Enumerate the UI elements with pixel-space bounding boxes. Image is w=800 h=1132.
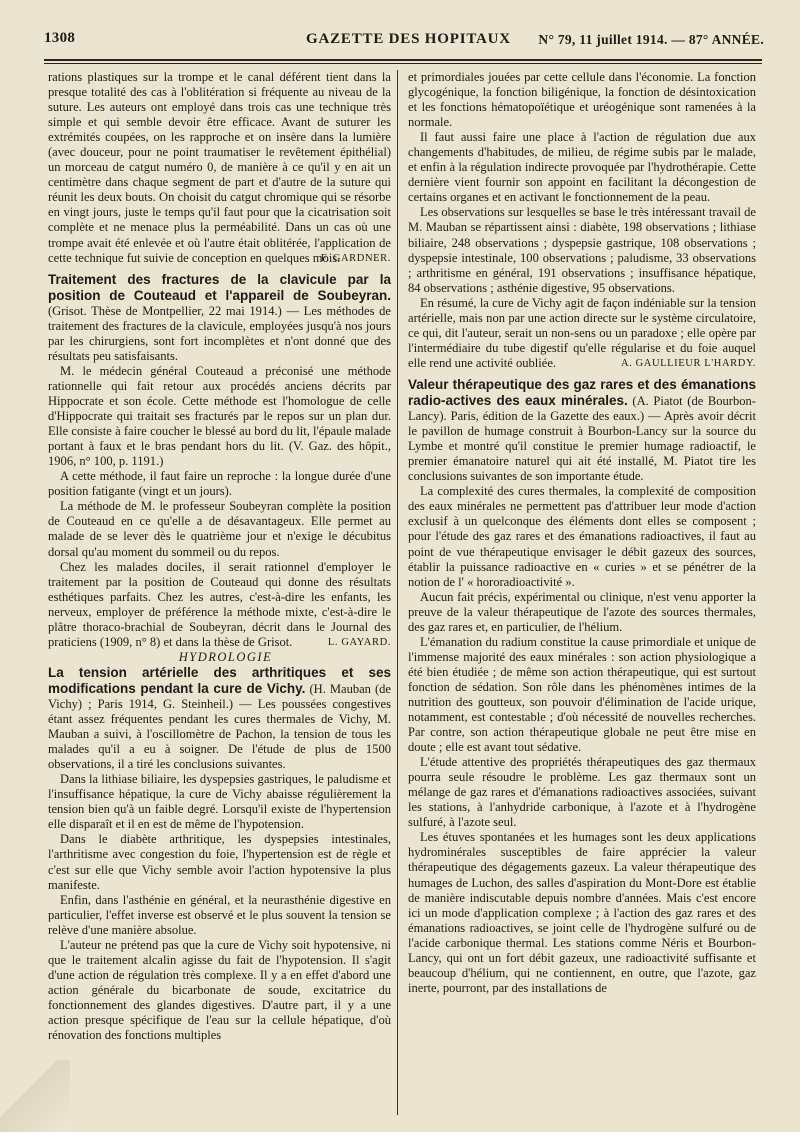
article-paragraph: L'étude attentive des propriétés thérapeutiques des gaz thermaux pourra seule résoudre le problème. Les gaz thermaux sont un mélange de gaz rares et d'émanations radioactives associées, suivant les stations, à l'anhydride carbonique, à l'azote et à l'hydrogène sulfuré, à l'azote seul. bbox=[408, 755, 756, 830]
article-paragraph: M. le médecin général Couteaud a préconisé une méthode rationnelle qui fait retour aux procédés anciens décrits par Hippocrate et son école. Cette méthode est l'homologue de celle d'Hippocrate qui traitait ses fracturés par le repos sur un plan dur. Elle consiste à faire coucher le blessé au bord du lit, l'épaule malade portant à faux et le bras pendant hors du lit. (V. Gaz. des hôpit., 1906, n° 100, p. 1191.) bbox=[48, 363, 391, 469]
article-clavicule bbox=[48, 272, 391, 650]
article-gaz-rares bbox=[408, 377, 756, 996]
article-title: Valeur thérapeutique des gaz rares et des émanations radio-actives des eaux minérales. bbox=[408, 376, 756, 409]
article-paragraph: Dans le diabète arthritique, les dyspepsies intestinales, l'arthritisme avec congestion du foie, l'hypertension est de règle et c'est sur elle que Vichy semble avoir l'action hypotensive la plus manifeste. bbox=[48, 832, 391, 892]
article-paragraph: L'auteur ne prétend pas que la cure de Vichy soit hypotensive, ni que le traitement alcalin agisse du fait de l'hypotension. Il s'agit d'une action de régulation très complexe. Il y a en effet d'abord une action générale du bicarbonate de soude, excitatrice du fonctionnement des glandes digestives. D'autre part, il y a une action presque spécifique de l'eau sur la cellule hépatique, d'où rénovation des fonctions multiples bbox=[48, 937, 391, 1043]
article-paragraph: La méthode de M. le professeur Soubeyran complète la position de Couteaud en ce qu'elle a de désavantageux. Elle permet au malade de se lever dès le quatrième jour et n'exige le décubitus dorsal qu'au moment du sommeil ou du repos. bbox=[48, 499, 391, 559]
article-paragraph: Les étuves spontanées et les humages sont les deux applications hydrominérales susceptibles de faire apprécier la valeur thérapeutique des dégagements gazeux. La valeur thérapeutique des humages de Luchon, des salles d'aspiration du Mont-Dore est établie de manière indiscutable depuis nombre d'années. Mais c'est encore ici un mode d'application complexe ; à l'action des gaz rares et des émanations radioactives, se joint celle de l'hydrogène sulfuré ou de l'acide carbonique thermal. Les stations comme Néris et Bourbon-Lancy, qui ont un fort débit gazeux, une radioactivité suffisante et beaucoup d'hélium, qui ne contiennent, en outre, que l'azote, gaz inerte, pourront, par des installations de bbox=[408, 830, 756, 995]
article-text: (Grisot. Thèse de Montpellier, 22 mai 1914.) — Les méthodes de traitement des fractures de la clavicule, employées jusqu'à nos jours par les chirurgiens, sont fort incomplètes et n'ont donné que des résultats peu satisfaisants. bbox=[48, 303, 391, 363]
page-header bbox=[44, 28, 764, 54]
article-paragraph: L'émanation du radium constitue la cause primordiale et unique de l'immense majorité des eaux minérales : son action physiologique a été bien étudiée ; de même son action thérapeutique, qui est surtout fonction de sédation. Son rôle dans les phénomènes intimes de la nutrition des goutteux, son pouvoir d'élimination de l'acide urique, notamment, est contestable ; d'où nécessité de nouvelles recherches. Par contre, son action thérapeutique globale ne peut être mise en doute ; elle est avant tout sédative. bbox=[408, 634, 756, 755]
article-paragraph: Dans la lithiase biliaire, les dyspepsies gastriques, le paludisme et l'insuffisance hépatique, la cure de Vichy abaisse régulièrement la tension bien qu'à un faible degré. Lorsqu'il existe de l'hypertension elle disparaît et il en est de même de l'hypotension. bbox=[48, 772, 391, 832]
article-paragraph: Il faut aussi faire une place à l'action de régulation due aux changements d'habitudes, de milieu, de régime subis par le malade, et enfin à la régulation indirecte provoquée par l'hydrothérapie. Cette dernière vient fournir son appoint en facilitant la décongestion de certains organes et en activant le fonctionnement de la peau. bbox=[408, 130, 756, 205]
article-text: (A. Piatot (de Bourbon-Lancy). Paris, édition de la Gazette des eaux.) — Après avoir décrit le pavillon de humage construit à Bourbon-Lancy sur la source du Lymbe et montré qu'il constitue le premier humage radioactif, le premier émanatoire naturel qui ait été installé, M. Piatot tire les conclusions suivantes de son importante étude. bbox=[408, 394, 756, 484]
article-signature: L. GAYARD. bbox=[327, 636, 391, 648]
issue-info: N° 79, 11 juillet 1914. — 87° ANNÉE. bbox=[538, 32, 764, 47]
article-paragraph: La complexité des cures thermales, la complexité de composition des eaux minérales ne permettent pas d'attribuer leur mode d'action exclusif à un quelconque des éléments dont elles se composent ; pour l'étude des gaz rares et des émanations radioactives, il faut au point de vue thérapeutique envisager le débit gazeux des sources, établir la puissance radioactive en « curies » et se pénétrer de la notion de l' « hororadioactivité ». bbox=[408, 484, 756, 589]
header-rule-thick bbox=[44, 59, 762, 61]
article-signature: A. GAULLIEUR L'HARDY. bbox=[620, 357, 756, 369]
article-paragraph: Les observations sur lesquelles se base le très intéressant travail de M. Mauban se répartissent ainsi : diabète, 198 observations ; lithiase biliaire, 248 observations ; dyspepsie gastrique, 108 observations ; dyspepsie intestinale, 100 observations ; paludisme, 33 observations ; arthritisme en général, 191 observations ; insuffisance hépatique, 84 observations ; asthénie digestive, 95 observations. bbox=[408, 205, 756, 295]
article-paragraph: En résumé, la cure de Vichy agit de façon indéniable sur la tension artérielle, mais non par une action directe sur le système circulatoire, ce qui, dit l'auteur, serait un non-sens ou un paradoxe ; elle opère par l'intermédiaire du tube digestif qu'elle régularise et du foie auquel elle rend une activité oubliée. bbox=[408, 295, 756, 370]
column-divider bbox=[397, 70, 398, 1115]
right-column bbox=[408, 70, 756, 996]
journal-title: GAZETTE DES HOPITAUX bbox=[306, 31, 511, 47]
article-title: La tension artérielle des arthritiques et ses modifications pendant la cure de Vichy. bbox=[48, 664, 391, 696]
article-paragraph: et primordiales jouées par cette cellule dans l'économie. La fonction glycogénique, la fonction biligénique, la fonction de désintoxication et les fonctions hématopoïétique et uréogénique sont ramenées à la normale. bbox=[408, 70, 756, 130]
article-text: (H. Mauban (de Vichy) ; Paris 1914, G. Steinheil.) — Les poussées congestives étant assez fréquentes pendant les cures thermales de Vichy, M. Mauban a suivi, à l'oscillomètre de Pachon, la tension de tous les malades qu'il a eu à soigner. De l'étude de plus de 1500 observations, il a tiré les conclusions suivantes. bbox=[48, 681, 391, 772]
left-column bbox=[48, 70, 391, 1043]
article-title: Traitement des fractures de la clavicule par la position de Couteaud et l'appareil de Soubeyran. bbox=[48, 271, 391, 303]
article-paragraph: Enfin, dans l'asthénie en général, et la neurasthénie digestive en particulier, l'effet inverse est observé et le plus souvent la tension se relève d'une manière absolue. bbox=[48, 892, 391, 937]
article-paragraph: A cette méthode, il faut faire un reproche : la longue durée d'une position fatigante (vingt et un jours). bbox=[48, 469, 391, 499]
page-fold-corner bbox=[0, 1060, 70, 1132]
article-paragraph: Chez les malades dociles, il serait rationnel d'employer le traitement par la position de Couteaud qui donne des résultats esthétiques parfaits. Chez les autres, c'est-à-dire les enfants, les nerveux, employer de préférence la méthode mixte, c'est-à-dire le plâtre thoraco-brachial de Soubeyran, décrit dans le Journal des praticiens (1909, n° 8) et dans la thèse de Grisot. bbox=[48, 559, 391, 649]
article-text: rations plastiques sur la trompe et le canal déférent tient dans la presque totalité des cas à l'oblitération si fréquente au niveau de la suture. Les auteurs ont employé dans trois cas une technique très simple et qui semble devoir être efficace. Avant de suturer les extrémités coupées, on les rapproche et on insère dans la lumière (avec douceur, pour ne point traumatiser le revêtement épithélial) un morceau de catgut numéro 0, de manière à ce qu'il y en ait un centimètre dans chaque segment de part et d'autre de la suture qui réunit les deux bouts. On choisit du catgut chromique qui se résorbe en vingt jours, juste le temps qu'il faut pour que la cicatrisation soit complète et ne menace plus la perméabilité. Dans un cas où une trompe avait été enlevée et où l'autre était oblitérée, l'application de cette technique fut suivie de conception en quelques mois. bbox=[48, 70, 391, 265]
section-heading: HYDROLOGIE bbox=[178, 649, 273, 664]
page-number: 1308 bbox=[44, 30, 76, 46]
article-tension bbox=[48, 665, 391, 1043]
header-rule-thin bbox=[44, 63, 762, 64]
article-paragraph: Aucun fait précis, expérimental ou clinique, n'est venu apporter la preuve de la valeur thérapeutique de l'azote des sources thermales, des gaz rares et, en particulier, de l'hélium. bbox=[408, 589, 756, 634]
article-signature: F. GARDNER. bbox=[320, 252, 391, 264]
